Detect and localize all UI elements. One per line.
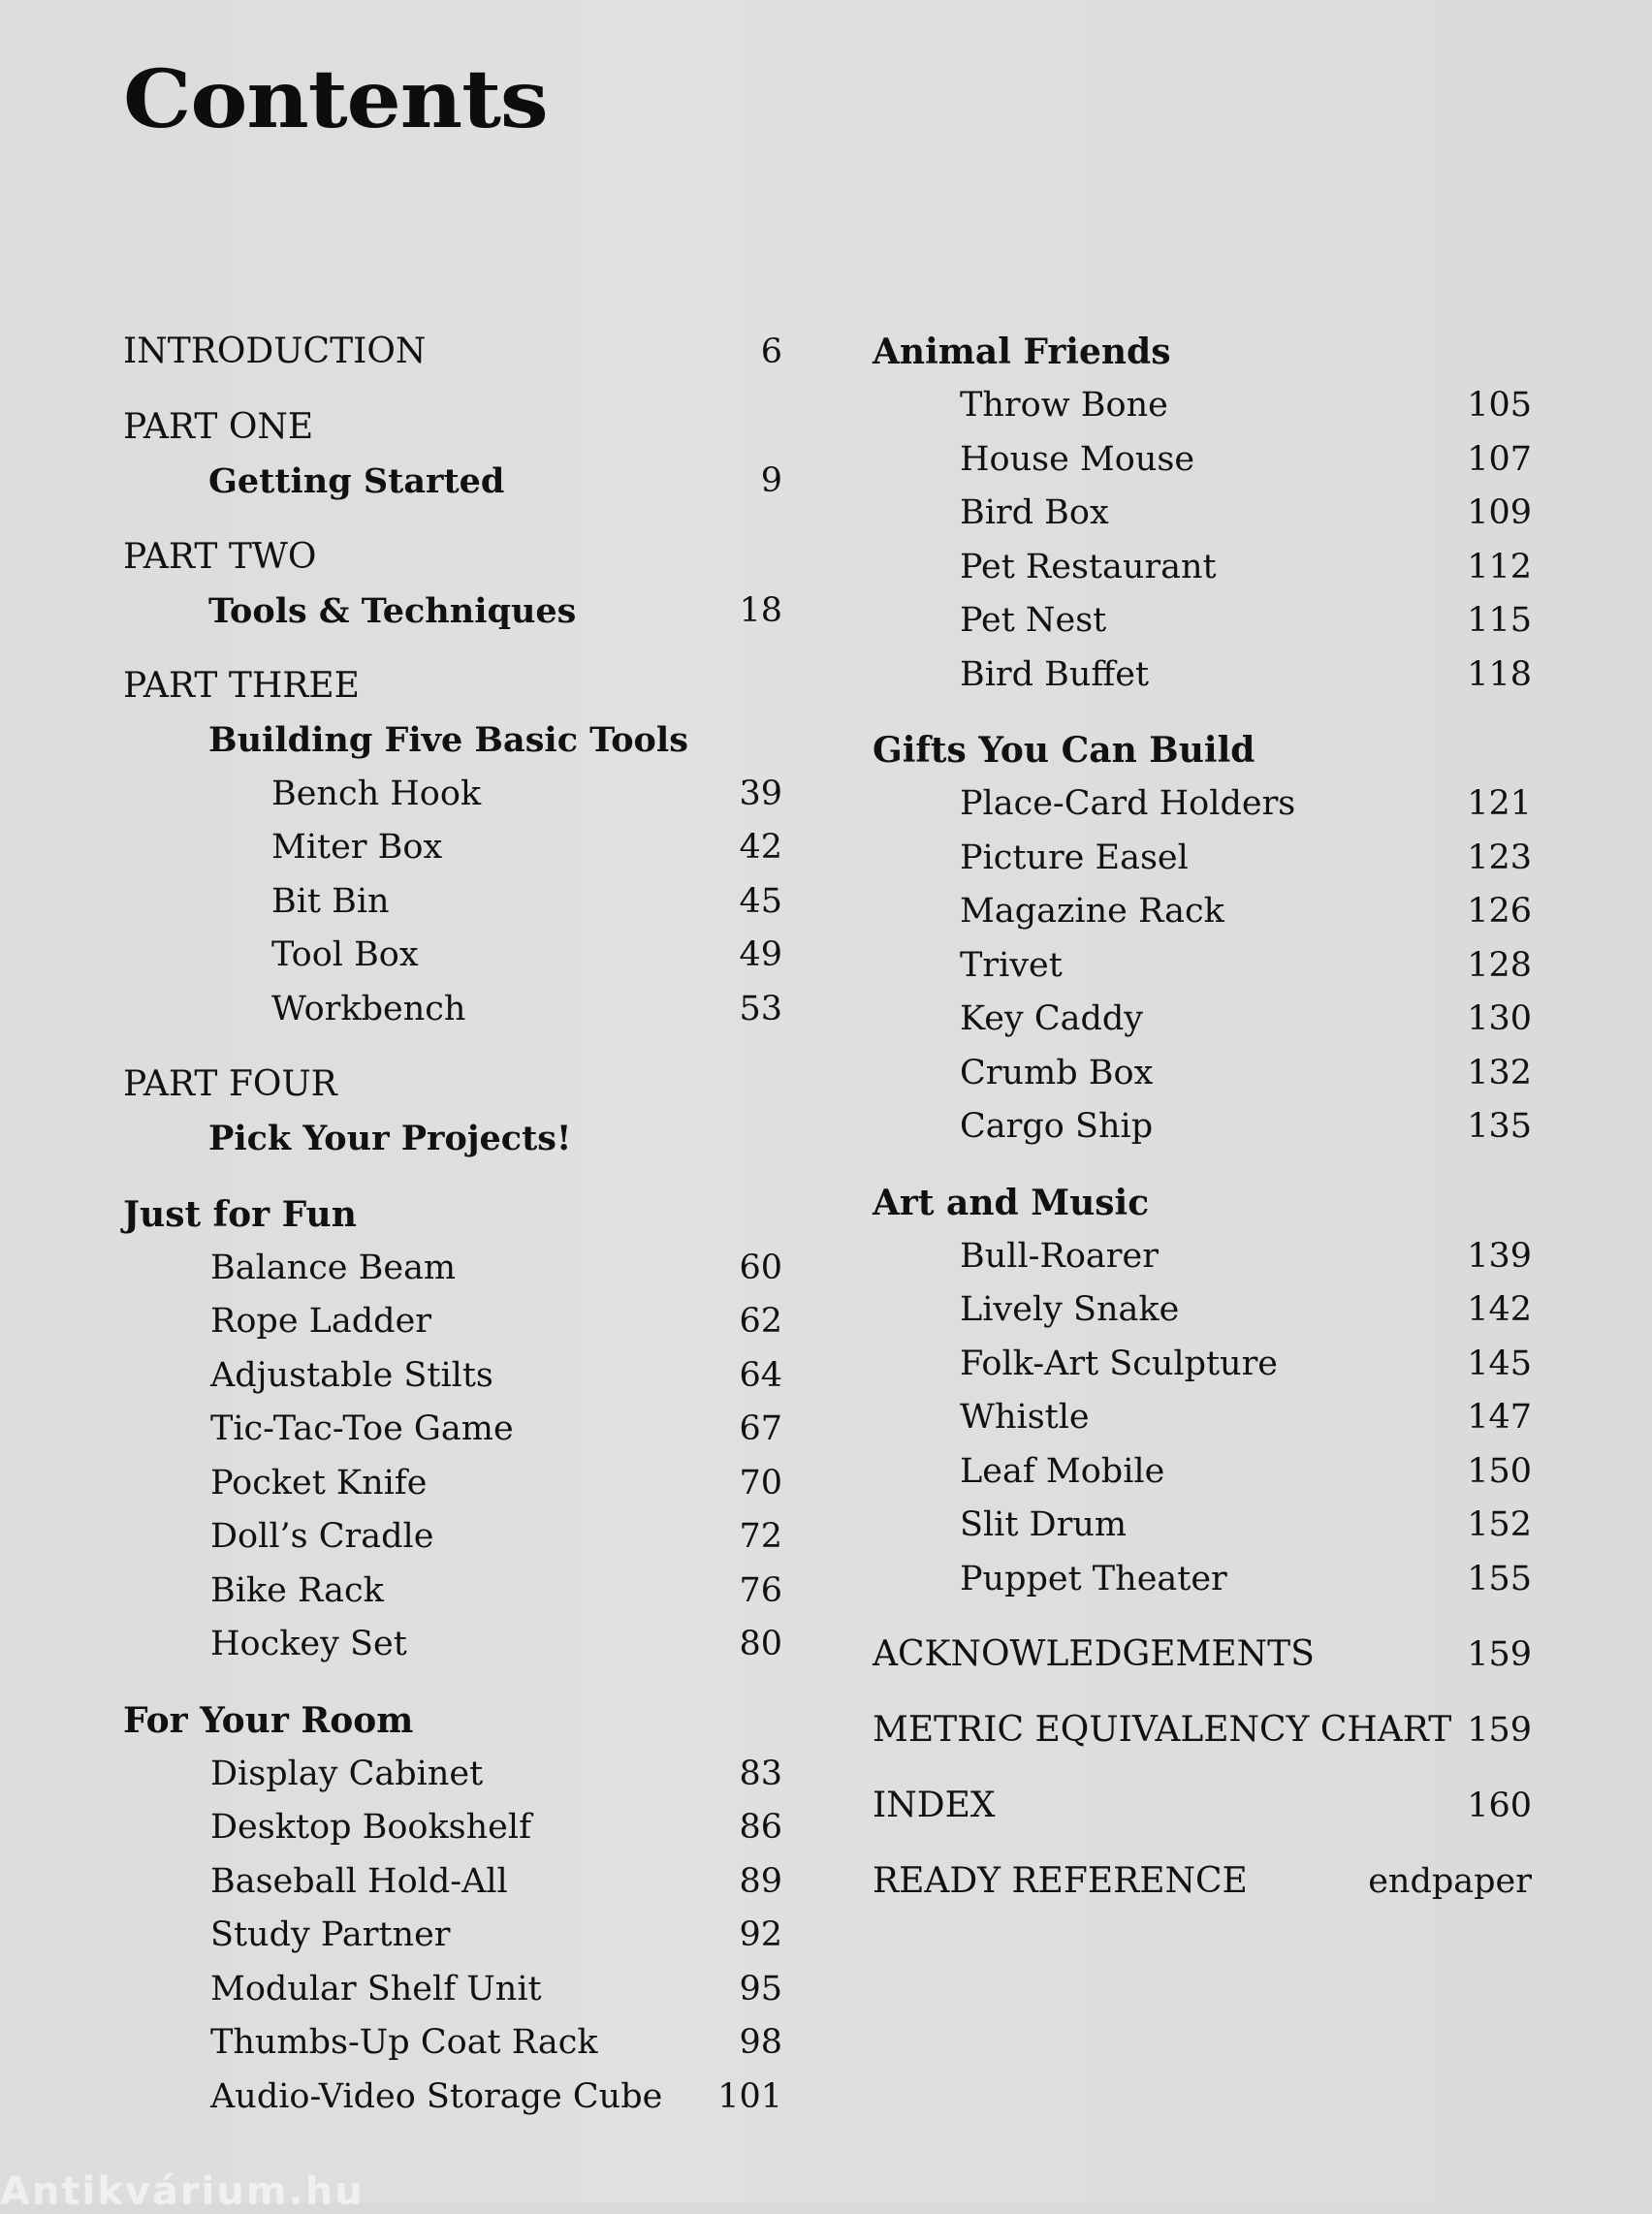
entry-label: Rope Ladder <box>210 1302 432 1341</box>
toc-entry[interactable] <box>873 1047 1532 1101</box>
entry-label: Desktop Bookshelf <box>210 1808 532 1847</box>
entry-label: Magazine Rack <box>960 892 1224 931</box>
page-number: 92 <box>739 1915 782 1954</box>
page-number: 135 <box>1467 1107 1532 1146</box>
toc-entry[interactable] <box>123 2071 782 2125</box>
page-number: 160 <box>1467 1787 1532 1825</box>
page-number: 95 <box>739 1969 782 2008</box>
toc-for-your-room <box>123 1693 782 2125</box>
toc-entry[interactable] <box>873 939 1532 994</box>
toc-entry[interactable] <box>123 1349 782 1404</box>
page-number: 128 <box>1467 945 1532 985</box>
page-number: 121 <box>1467 784 1532 823</box>
entry-label: Bird Buffet <box>960 654 1150 694</box>
entry-label: Bike Rack <box>210 1570 384 1610</box>
toc-gifts <box>873 723 1532 1154</box>
toc-entry[interactable] <box>873 1445 1532 1500</box>
toc-entry[interactable] <box>873 648 1532 703</box>
entry-label: Folk-Art Sculpture <box>960 1344 1279 1383</box>
toc-entry[interactable] <box>123 1457 782 1511</box>
entry-label: Modular Shelf Unit <box>210 1969 542 2008</box>
category-heading: Animal Friends <box>873 332 1171 372</box>
page-number: 89 <box>739 1861 782 1901</box>
toc-entry[interactable] <box>123 821 782 875</box>
page-number: 159 <box>1467 1635 1532 1674</box>
toc-entry[interactable] <box>123 1801 782 1855</box>
page-number: 126 <box>1467 892 1532 931</box>
toc-animal-friends <box>873 325 1532 702</box>
entry-label: Workbench <box>271 989 466 1028</box>
page-number: 18 <box>739 590 782 630</box>
page-number: 76 <box>739 1570 782 1610</box>
entry-label: Key Caddy <box>960 999 1144 1038</box>
toc-entry[interactable] <box>123 1855 782 1910</box>
page-number: 70 <box>739 1463 782 1502</box>
toc-part-four <box>123 1058 782 1166</box>
toc-entry[interactable] <box>873 487 1532 541</box>
entry-label: Hockey Set <box>210 1625 407 1663</box>
entry-label: Throw Bone <box>960 386 1168 425</box>
entry-label: Puppet Theater <box>960 1559 1227 1598</box>
category-heading: Gifts You Can Build <box>873 730 1255 771</box>
entry-label: Slit Drum <box>960 1505 1128 1544</box>
entry-label: Place-Card Holders <box>960 784 1296 823</box>
page-number: 39 <box>739 774 782 813</box>
toc-entry[interactable] <box>873 1553 1532 1607</box>
toc-entry[interactable] <box>123 585 782 639</box>
entry-label: Building Five Basic Tools <box>208 720 688 760</box>
page-number: 147 <box>1467 1398 1532 1437</box>
toc-entry[interactable] <box>123 2016 782 2071</box>
page-number: 80 <box>739 1625 782 1663</box>
page-number: 9 <box>760 461 782 500</box>
page-number: 6 <box>760 332 782 371</box>
page-number: 62 <box>739 1302 782 1341</box>
toc-left-column <box>123 325 782 2145</box>
part-heading: PART ONE <box>123 407 314 447</box>
page-number: 115 <box>1467 601 1532 640</box>
toc-entry[interactable] <box>873 885 1532 939</box>
watermark-text: Antikvárium.hu <box>0 2169 365 2214</box>
page-number: 105 <box>1467 386 1532 425</box>
toc-entry[interactable] <box>873 832 1532 886</box>
toc-entry[interactable] <box>873 433 1532 488</box>
entry-label: Adjustable Stilts <box>210 1355 493 1395</box>
page-number: 132 <box>1467 1053 1532 1092</box>
toc-art-music <box>873 1176 1532 1607</box>
entry-label: Tools & Techniques <box>208 590 577 631</box>
category-heading: Art and Music <box>873 1182 1150 1223</box>
page-number: 130 <box>1467 999 1532 1038</box>
toc-entry[interactable] <box>873 1230 1532 1284</box>
page-number: 101 <box>717 2076 782 2116</box>
toc-index[interactable] <box>873 1779 1532 1833</box>
page-number: 150 <box>1467 1451 1532 1491</box>
toc-entry[interactable] <box>873 379 1532 433</box>
entry-label: Bit Bin <box>271 881 390 921</box>
page-number: 60 <box>739 1248 782 1287</box>
entry-label: Audio-Video Storage Cube <box>210 2076 663 2116</box>
section-heading: INTRODUCTION <box>123 332 427 371</box>
page-number: 118 <box>1467 654 1532 694</box>
page-number: 72 <box>739 1517 782 1556</box>
toc-entry[interactable] <box>123 1295 782 1349</box>
entry-label: Leaf Mobile <box>960 1451 1165 1491</box>
toc-entry[interactable] <box>873 777 1532 832</box>
toc-entry[interactable] <box>873 1100 1532 1154</box>
toc-entry[interactable] <box>123 1963 782 2017</box>
toc-entry[interactable] <box>873 1283 1532 1338</box>
entry-label: Picture Easel <box>960 838 1189 877</box>
page-number: 123 <box>1467 838 1532 877</box>
toc-entry[interactable] <box>873 1338 1532 1392</box>
toc-entry[interactable] <box>123 768 782 822</box>
entry-label: Doll’s Cradle <box>210 1517 434 1556</box>
toc-part-one <box>123 400 782 509</box>
category-heading: For Your Room <box>123 1699 414 1741</box>
page-number: 109 <box>1467 493 1532 532</box>
toc-subheading <box>123 713 782 768</box>
entry-label: Trivet <box>960 945 1063 985</box>
entry-label: Cargo Ship <box>960 1107 1154 1146</box>
entry-label: Bull-Roarer <box>960 1236 1159 1276</box>
section-heading: INDEX <box>873 1786 996 1825</box>
toc-entry[interactable] <box>123 1510 782 1565</box>
entry-label: Pocket Knife <box>210 1463 428 1502</box>
toc-part-three <box>123 659 782 1036</box>
entry-label: Pet Nest <box>960 601 1107 640</box>
page-number: 155 <box>1467 1559 1532 1598</box>
toc-part-two <box>123 530 782 639</box>
entry-label: Baseball Hold-All <box>210 1861 508 1901</box>
page-number: 45 <box>739 881 782 921</box>
section-heading: READY REFERENCE <box>873 1861 1248 1901</box>
toc-entry[interactable] <box>873 993 1532 1047</box>
toc-entry[interactable] <box>123 1403 782 1457</box>
toc-introduction[interactable] <box>123 325 782 379</box>
entry-label: Crumb Box <box>960 1053 1154 1092</box>
toc-acknowledgements[interactable] <box>873 1628 1532 1682</box>
toc-entry[interactable] <box>123 983 782 1037</box>
page-number: 98 <box>739 2023 782 2062</box>
entry-label: Study Partner <box>210 1915 451 1954</box>
entry-label: Tic-Tac-Toe Game <box>210 1409 514 1448</box>
page-number: 83 <box>739 1754 782 1793</box>
page-number: 67 <box>739 1409 782 1448</box>
entry-label: Miter Box <box>271 828 443 867</box>
part-heading: PART FOUR <box>123 1064 337 1104</box>
page-title: Contents <box>123 53 548 146</box>
page-number: 64 <box>739 1355 782 1395</box>
toc-entry[interactable] <box>123 455 782 509</box>
page-number: 53 <box>739 989 782 1028</box>
toc-entry[interactable] <box>873 1499 1532 1553</box>
section-heading: ACKNOWLEDGEMENTS <box>873 1634 1315 1674</box>
entry-label: Pet Restaurant <box>960 547 1217 586</box>
entry-label: Balance Beam <box>210 1248 457 1287</box>
toc-entry[interactable] <box>873 1391 1532 1445</box>
page-number: 112 <box>1467 547 1532 586</box>
entry-label: Tool Box <box>271 935 419 974</box>
entry-label: Display Cabinet <box>210 1754 484 1793</box>
toc-entry[interactable] <box>123 1618 782 1672</box>
toc-metric-chart[interactable] <box>873 1703 1532 1757</box>
entry-label: Bird Box <box>960 493 1109 532</box>
part-heading: PART TWO <box>123 536 317 577</box>
entry-label: Lively Snake <box>960 1290 1180 1329</box>
page-number: 42 <box>739 828 782 867</box>
entry-label: Pick Your Projects! <box>208 1119 572 1158</box>
toc-right-column <box>873 325 1532 1930</box>
section-heading: METRIC EQUIVALENCY CHART <box>873 1710 1452 1750</box>
toc-entry[interactable] <box>123 1565 782 1619</box>
toc-just-for-fun <box>123 1187 782 1672</box>
category-heading: Just for Fun <box>123 1193 357 1235</box>
part-heading: PART THREE <box>123 666 360 706</box>
entry-label: Thumbs-Up Coat Rack <box>210 2023 598 2062</box>
entry-label: Getting Started <box>208 461 505 501</box>
toc-entry[interactable] <box>873 594 1532 648</box>
toc-entry[interactable] <box>873 541 1532 595</box>
page-number: 152 <box>1467 1505 1532 1544</box>
toc-subheading <box>123 1112 782 1166</box>
page-number: 49 <box>739 935 782 974</box>
toc-ready-reference[interactable] <box>873 1854 1532 1909</box>
page-number: 142 <box>1467 1290 1532 1329</box>
toc-entry[interactable] <box>123 929 782 983</box>
page-number: 139 <box>1467 1236 1532 1276</box>
toc-entry[interactable] <box>123 1242 782 1296</box>
toc-entry[interactable] <box>123 1748 782 1802</box>
page-number: endpaper <box>1368 1862 1532 1901</box>
page-number: 159 <box>1467 1711 1532 1750</box>
toc-entry[interactable] <box>123 875 782 930</box>
toc-entry[interactable] <box>123 1909 782 1963</box>
page-number: 145 <box>1467 1344 1532 1383</box>
entry-label: Whistle <box>960 1398 1090 1437</box>
page-number: 107 <box>1467 439 1532 479</box>
entry-label: Bench Hook <box>271 774 482 813</box>
page-number: 86 <box>739 1808 782 1847</box>
entry-label: House Mouse <box>960 439 1195 479</box>
